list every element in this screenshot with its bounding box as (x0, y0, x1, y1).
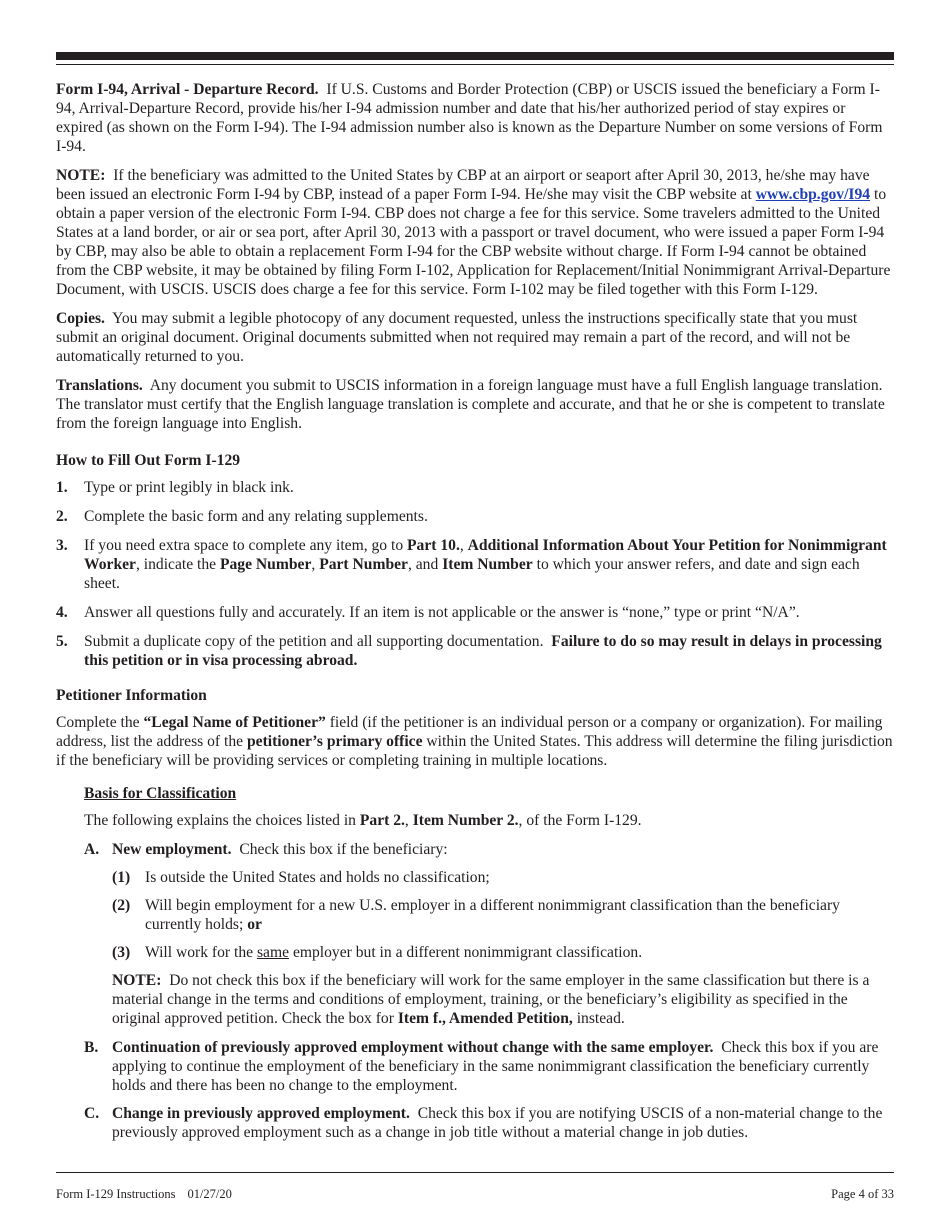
bold-run: Change in previously approved employment. (112, 1105, 410, 1122)
copies-paragraph (56, 309, 894, 366)
basis-a-note (112, 971, 894, 1028)
bold-run: Part Number (319, 556, 408, 573)
item-body (112, 1104, 894, 1142)
bold-run: Additional Information About Your Petition for Nonimmigrant Worker (84, 537, 887, 573)
text-run: Check this box if the beneficiary: (239, 841, 448, 858)
footer-form-name: Form I-129 Instructions (56, 1187, 176, 1201)
bold-run: or (247, 916, 262, 933)
bold-run: “Legal Name of Petitioner” (143, 714, 326, 731)
basis-item-c (84, 1104, 894, 1142)
copies-body: You may submit a legible photocopy of any document requested, unless the instructions specifically state that you must submit an original document. Original documents submitted when not required may remain a part of the record, and will not be automatically returned to you. (56, 310, 858, 365)
text-run: Will begin employment for a new U.S. employer in a different nonimmigrant classification than the beneficiary currently holds; (145, 897, 840, 933)
list-item-number: (3) (112, 944, 131, 961)
text-run: , and (407, 556, 439, 573)
note-text-after-link: to obtain a paper version of the electronic Form I-94. CBP does not charge a fee for this service. Some travelers admitted to the United States at a land border, or air or sea port, after April 30, 2013 with a passport or travel document, who were issued a paper Form I-94 by CBP, may also be able to obtain a replacement Form I-94 for the CBP website without charge. If Form I-94 cannot be obtained from the CBP website, it may be obtained by filing Form I-102, Application for Replacement/Initial Nonimmigrant Arrival-Departure Document, with USCIS. USCIS does charge a fee for this service. Form I-102 may be filed together with this Form I-129. (56, 186, 891, 298)
footer-form-info (56, 1187, 232, 1202)
list-item (56, 536, 894, 593)
basis-item-a (84, 840, 894, 859)
page-content (56, 80, 894, 1151)
text-run: field (if the petitioner is an individual person or a company or organization). For mailing address, list the address of the (56, 714, 883, 750)
text-run: to which your answer refers, and date and sign each sheet. (84, 556, 860, 592)
note-label: NOTE: (112, 972, 162, 989)
cbp-website-link[interactable]: www.cbp.gov/I94 (755, 186, 871, 203)
text-run: Do not check this box if the beneficiary will work for the same employer in the same classification but there is a material change in the terms and conditions of employment, training, or the beneficiary’s eligibility as specified in the original approved petition. Check the box for (112, 972, 870, 1027)
i94-paragraph (56, 80, 894, 156)
item-letter: C. (84, 1105, 100, 1122)
translations-paragraph (56, 376, 894, 433)
petitioner-heading: Petitioner Information (56, 687, 207, 704)
list-item-text (145, 943, 894, 962)
howto-list (56, 478, 894, 670)
translations-body: Any document you submit to USCIS information in a foreign language must have a full English language translation. The translator must certify that the English language translation is complete and accurate, and that he or she is competent to translate from the foreign language into English. (56, 377, 885, 432)
list-item-text: Type or print legibly in black ink. (84, 479, 294, 496)
text-run: within the United States. This address will determine the filing jurisdiction if the beneficiary will be providing services or completing training in multiple locations. (56, 733, 893, 769)
bold-run: Item Number 2. (412, 812, 519, 829)
list-item-text (145, 896, 894, 934)
list-item-text: Answer all questions fully and accurately. If an item is not applicable or the answer is “none,” type or print “N/A”. (84, 604, 800, 621)
basis-intro (84, 811, 894, 830)
list-item-number: 4. (56, 604, 68, 621)
footer-rule (56, 1172, 894, 1173)
list-item (56, 632, 894, 670)
list-item-number: 2. (56, 508, 68, 525)
item-letter: B. (84, 1039, 99, 1056)
header-thick-rule (56, 52, 894, 60)
translations-heading: Translations. (56, 377, 143, 394)
text-run: Complete the (56, 714, 140, 731)
list-item-text: Is outside the United States and holds no classification; (145, 869, 490, 886)
list-item-text (84, 536, 894, 593)
list-item-number: (2) (112, 897, 131, 914)
text-run: instead. (576, 1010, 625, 1027)
list-item-text (84, 632, 894, 670)
text-run: Check this box if you are notifying USCIS of a non-material change to the previously approved employment such as a change in job title without a material change in job duties. (112, 1105, 883, 1141)
basis-a-sublist (112, 868, 894, 1028)
item-letter: A. (84, 841, 100, 858)
list-item-number: (1) (112, 869, 131, 886)
list-item-number: 1. (56, 479, 68, 496)
list-item-number: 5. (56, 633, 68, 650)
list-item (112, 868, 894, 887)
petitioner-paragraph (56, 713, 894, 770)
text-run: The following explains the choices listed in (84, 812, 356, 829)
list-item-text: Complete the basic form and any relating supplements. (84, 508, 428, 525)
bold-run: Item Number (442, 556, 533, 573)
bold-run: Part 10. (407, 537, 460, 554)
list-item (56, 478, 894, 497)
list-item-number: 3. (56, 537, 68, 554)
bold-run: Page Number (219, 556, 312, 573)
list-item (112, 943, 894, 962)
item-body (112, 840, 894, 859)
bold-run: petitioner’s primary office (247, 733, 423, 750)
bold-run: New employment. (112, 841, 232, 858)
bold-run: Item f., Amended Petition, (397, 1010, 573, 1027)
text-run: Check this box if you are applying to continue the employment of the beneficiary in the same nonimmigrant classification the beneficiary currently holds and there has been no change to the employment. (112, 1039, 879, 1094)
text-run: , indicate the (135, 556, 217, 573)
basis-heading-text: Basis for Classification (84, 785, 237, 802)
text-run: Submit a duplicate copy of the petition and all supporting documentation. (84, 633, 544, 650)
bold-run: Continuation of previously approved employment without change with the same employer. (112, 1039, 714, 1056)
basis-item-b (84, 1038, 894, 1095)
text-run: Will work for the (145, 944, 254, 961)
i94-heading: Form I-94, Arrival - Departure Record. (56, 81, 319, 98)
i94-body: If U.S. Customs and Border Protection (CBP) or USCIS issued the beneficiary a Form I-94, Arrival-Departure Record, provide his/her I-94 admission number and date that his/her authorized period of stay expires or expired (as shown on the Form I-94). The I-94 admission number also is known as the Departure Number on some versions of Form I-94. (56, 81, 883, 155)
text-run: , (404, 812, 409, 829)
list-item (112, 896, 894, 934)
header-thin-rule (56, 64, 894, 65)
text-run: , (311, 556, 316, 573)
bold-run: Part 2. (359, 812, 405, 829)
list-item (56, 507, 894, 526)
text-run: , of the Form I-129. (518, 812, 642, 829)
underlined-run: same (256, 944, 290, 961)
note-label: NOTE: (56, 167, 106, 184)
basis-heading (84, 784, 894, 803)
text-run: , (459, 537, 464, 554)
note-cbp-paragraph (56, 166, 894, 299)
footer-page-number: Page 4 of 33 (831, 1187, 894, 1201)
howto-heading: How to Fill Out Form I-129 (56, 452, 241, 469)
note-text-before-link: If the beneficiary was admitted to the United States by CBP at an airport or seaport after April 30, 2013, he/she may have been issued an electronic Form I-94 by CBP, instead of a paper Form I-94. He/she may visit the CBP website at (56, 167, 870, 203)
item-body (112, 1038, 894, 1095)
basis-section (84, 784, 894, 1142)
copies-heading: Copies. (56, 310, 105, 327)
bold-run: Failure to do so may result in delays in processing this petition or in visa processing abroad. (84, 633, 882, 669)
text-run: employer but in a different nonimmigrant classification. (292, 944, 643, 961)
text-run: If you need extra space to complete any item, go to (84, 537, 404, 554)
footer-date: 01/27/20 (187, 1187, 232, 1201)
list-item (56, 603, 894, 622)
